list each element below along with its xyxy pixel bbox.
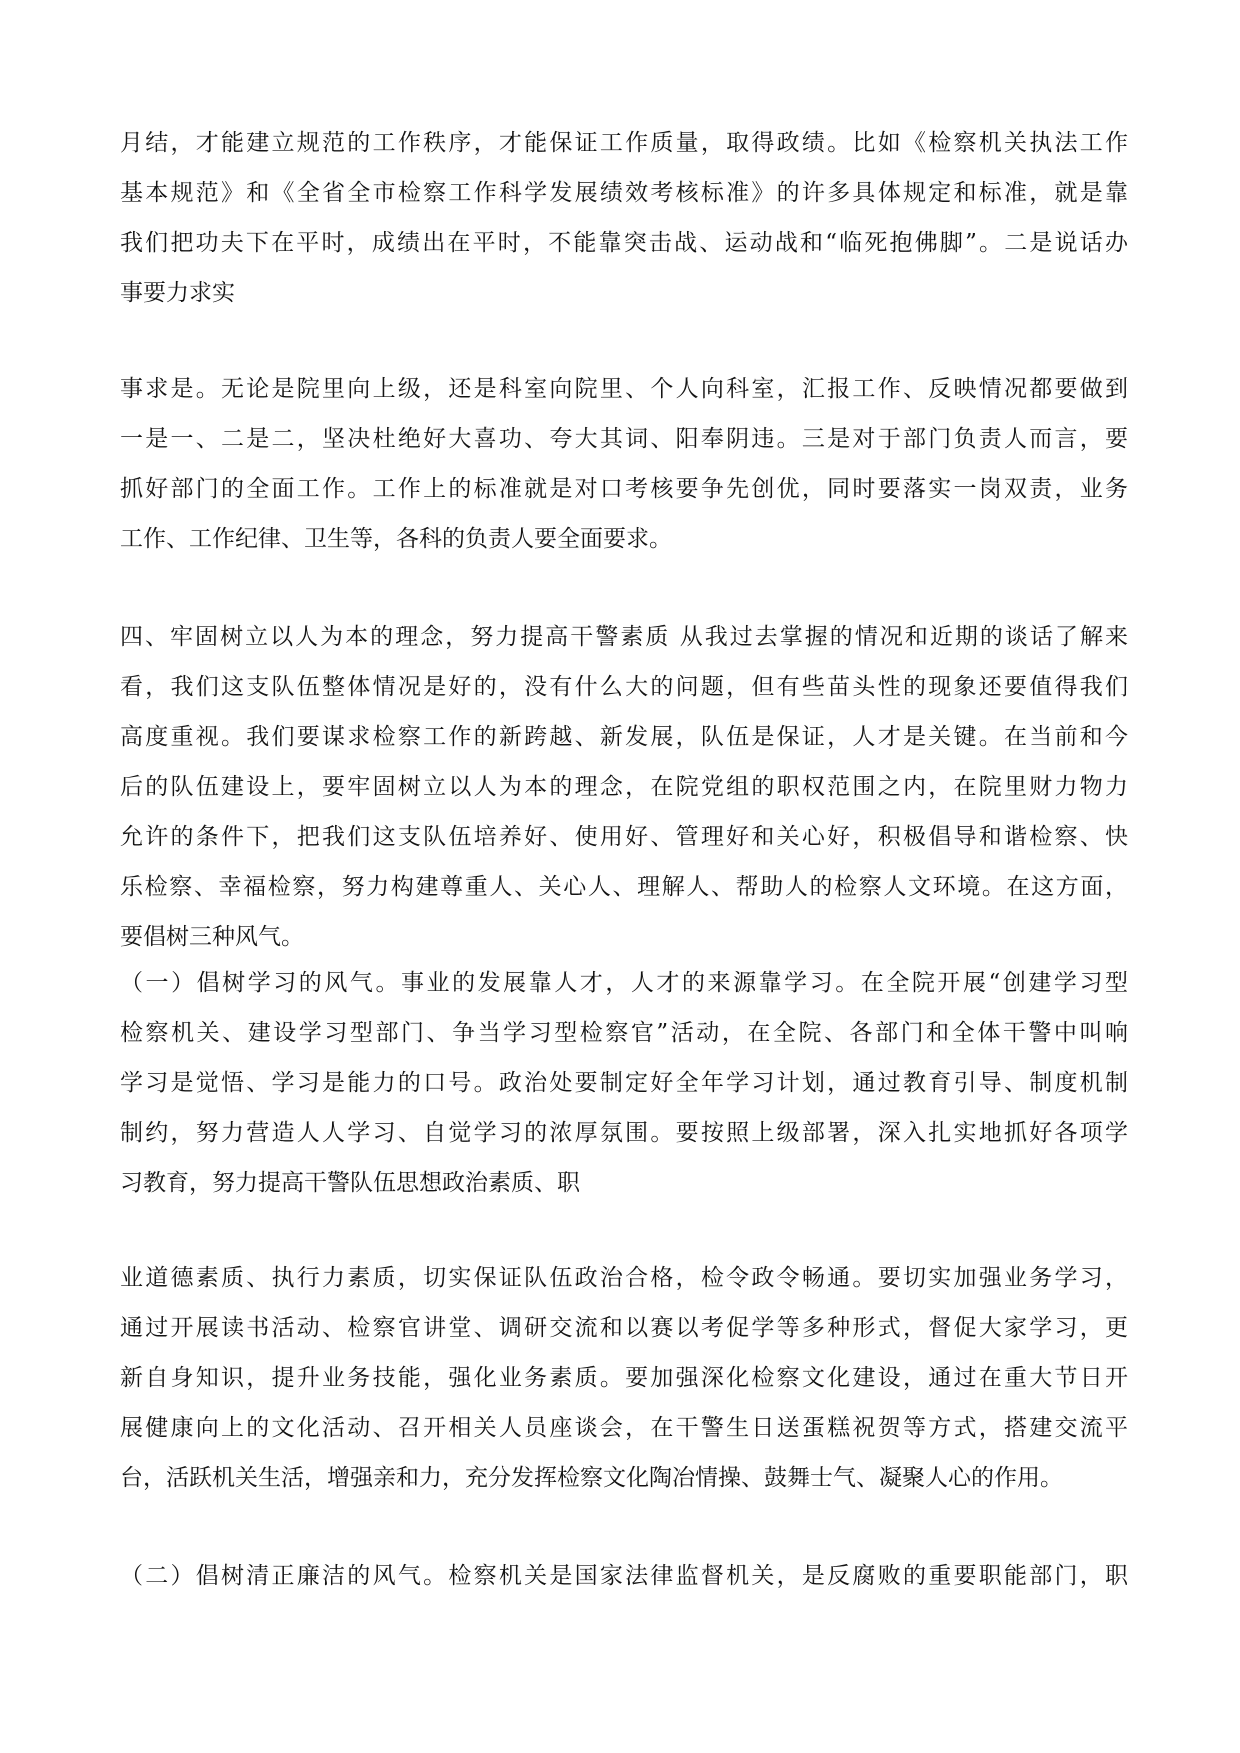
paragraph-5 <box>120 1253 1128 1503</box>
text-line: 一是一、二是二，坚决杜绝好大喜功、夸大其词、阳奉阴违。三是对于部门负责人而言，要 <box>120 426 1128 452</box>
text-line: 四、牢固树立以人为本的理念，努力提高干警素质 从我过去掌握的情况和近期的谈话了解来 <box>120 624 1128 650</box>
text-line: 习教育，努力提高干警队伍思想政治素质、职 <box>120 1170 580 1196</box>
text-line: 通过开展读书活动、检察官讲堂、调研交流和以赛以考促学等多种形式，督促大家学习，更 <box>120 1315 1128 1341</box>
text-line: 工作、工作纪律、卫生等，各科的负责人要全面要求。 <box>120 526 672 552</box>
text-line: 看，我们这支队伍整体情况是好的，没有什么大的问题，但有些苗头性的现象还要值得我们 <box>120 674 1128 700</box>
text-line: 制约，努力营造人人学习、自觉学习的浓厚氛围。要按照上级部署，深入扎实地抓好各项学 <box>120 1120 1128 1146</box>
text-line: （二）倡树清正廉洁的风气。检察机关是国家法律监督机关，是反腐败的重要职能部门，职 <box>120 1563 1128 1589</box>
text-line: 基本规范》和《全省全市检察工作科学发展绩效考核标准》的许多具体规定和标准，就是靠 <box>120 180 1128 206</box>
paragraph-2 <box>120 364 1128 564</box>
text-line: 业道德素质、执行力素质，切实保证队伍政治合格，检令政令畅通。要切实加强业务学习， <box>120 1265 1128 1291</box>
text-line: 要倡树三种风气。 <box>120 924 304 950</box>
text-line: 事要力求实 <box>120 280 235 306</box>
paragraph-1 <box>120 118 1128 318</box>
paragraph-4 <box>120 958 1128 1208</box>
text-line: 我们把功夫下在平时，成绩出在平时，不能靠突击战、运动战和“临死抱佛脚”。二是说话办 <box>120 230 1128 256</box>
text-line: 台，活跃机关生活，增强亲和力，充分发挥检察文化陶冶情操、鼓舞士气、凝聚人心的作用。 <box>120 1465 1063 1491</box>
text-line: 高度重视。我们要谋求检察工作的新跨越、新发展，队伍是保证，人才是关键。在当前和今 <box>120 724 1128 750</box>
text-line: 事求是。无论是院里向上级，还是科室向院里、个人向科室，汇报工作、反映情况都要做到 <box>120 376 1128 402</box>
text-line: 学习是觉悟、学习是能力的口号。政治处要制定好全年学习计划，通过教育引导、制度机制 <box>120 1070 1128 1096</box>
text-line: 展健康向上的文化活动、召开相关人员座谈会，在干警生日送蛋糕祝贺等方式，搭建交流平 <box>120 1415 1128 1441</box>
text-line: 月结，才能建立规范的工作秩序，才能保证工作质量，取得政绩。比如《检察机关执法工作 <box>120 130 1128 156</box>
paragraph-3 <box>120 612 1128 962</box>
text-line: 后的队伍建设上，要牢固树立以人为本的理念，在院党组的职权范围之内，在院里财力物力 <box>120 774 1128 800</box>
text-line: 检察机关、建设学习型部门、争当学习型检察官”活动，在全院、各部门和全体干警中叫响 <box>120 1020 1128 1046</box>
text-line: （一）倡树学习的风气。事业的发展靠人才，人才的来源靠学习。在全院开展“创建学习型 <box>120 970 1128 996</box>
text-line: 允许的条件下，把我们这支队伍培养好、使用好、管理好和关心好，积极倡导和谐检察、快 <box>120 824 1128 850</box>
text-line: 新自身知识，提升业务技能，强化业务素质。要加强深化检察文化建设，通过在重大节日开 <box>120 1365 1128 1391</box>
paragraph-6 <box>120 1551 1128 1601</box>
text-line: 乐检察、幸福检察，努力构建尊重人、关心人、理解人、帮助人的检察人文环境。在这方面， <box>120 874 1128 900</box>
text-line: 抓好部门的全面工作。工作上的标准就是对口考核要争先创优，同时要落实一岗双责，业务 <box>120 476 1128 502</box>
